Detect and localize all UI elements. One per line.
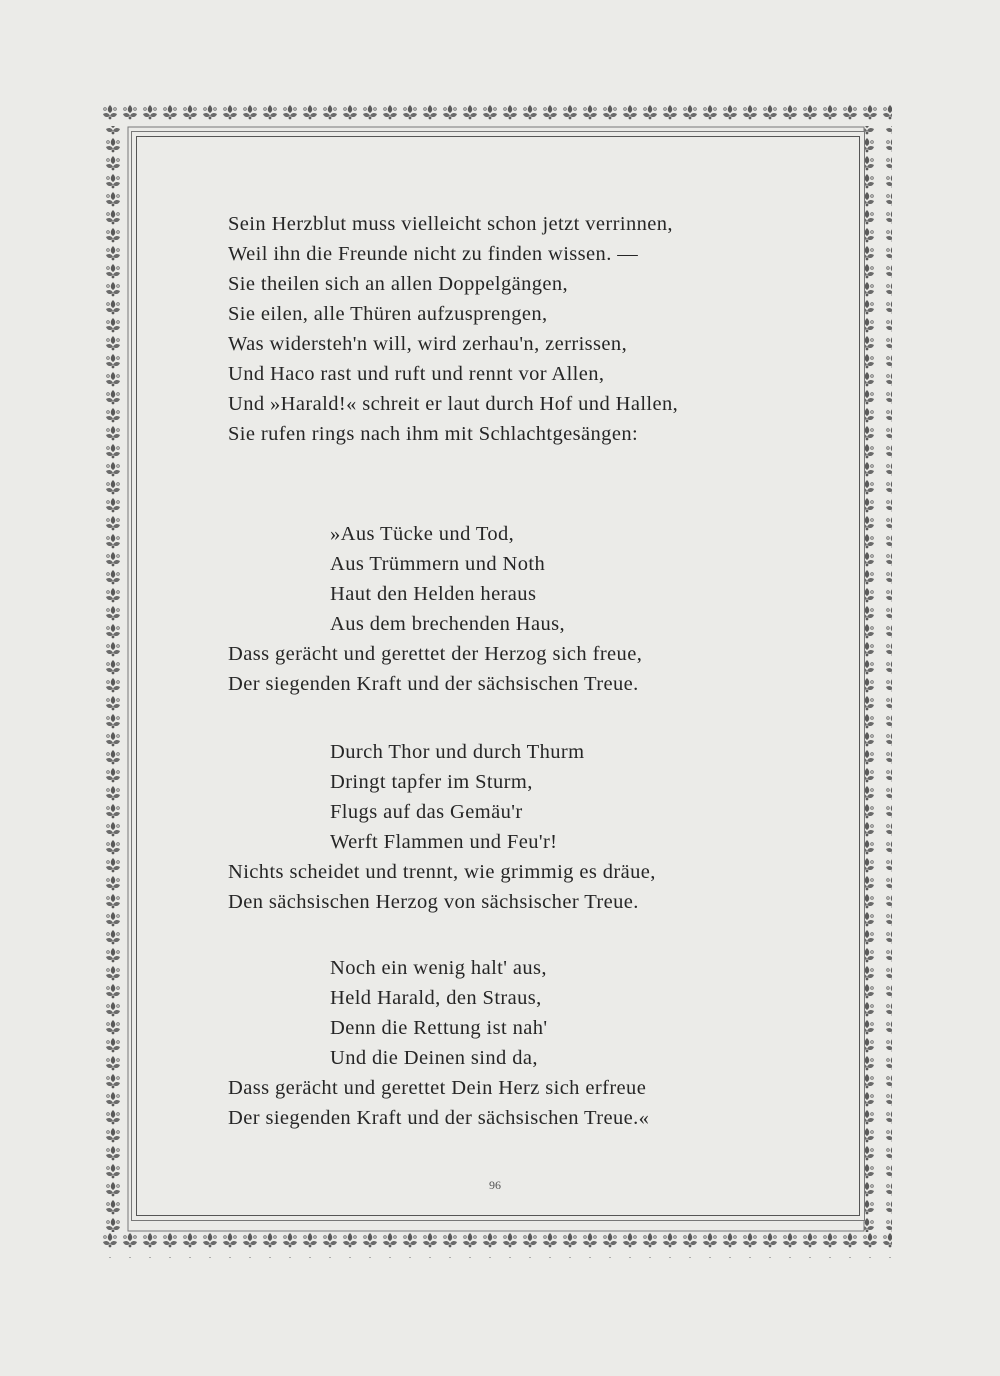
verse-line: Sein Herzblut muss vielleicht schon jetzt verrinnen, <box>228 213 673 235</box>
verse-line: Weil ihn die Freunde nicht zu finden wissen. — <box>228 243 639 265</box>
verse-line: Und Haco rast und ruft und rennt vor Allen, <box>228 363 605 385</box>
verse-line: Und die Deinen sind da, <box>330 1047 538 1069</box>
verse-line: Sie theilen sich an allen Doppelgängen, <box>228 273 569 295</box>
verse-line: Dringt tapfer im Sturm, <box>330 771 533 793</box>
verse-line: Durch Thor und durch Thurm <box>330 741 585 763</box>
verse-line: Aus Trümmern und Noth <box>330 553 546 575</box>
stanza-song-2 <box>228 737 656 917</box>
verse-line: Flugs auf das Gemäu'r <box>330 801 523 823</box>
verse-line: Dass gerächt und gerettet Dein Herz sich erfreue <box>228 1077 647 1099</box>
verse-line: Was widersteh'n will, wird zerhau'n, zerrissen, <box>228 333 628 355</box>
verse-line: Sie eilen, alle Thüren aufzusprengen, <box>228 303 548 325</box>
verse-line: Der siegenden Kraft und der sächsischen Treue.« <box>228 1107 650 1129</box>
verse-line: Den sächsischen Herzog von sächsischer Treue. <box>228 891 639 913</box>
verse-line: Dass gerächt und gerettet der Herzog sich freue, <box>228 643 643 665</box>
stanza-song-1 <box>228 519 642 699</box>
verse-line: Haut den Helden heraus <box>330 583 537 605</box>
verse-line: Denn die Rettung ist nah' <box>330 1017 548 1039</box>
verse-line: Und »Harald!« schreit er laut durch Hof und Hallen, <box>228 393 679 415</box>
verse-line: Werft Flammen und Feu'r! <box>330 831 558 853</box>
verse-line: Held Harald, den Straus, <box>330 987 542 1009</box>
verse-line: »Aus Tücke und Tod, <box>330 523 515 545</box>
verse-line: Der siegenden Kraft und der sächsischen Treue. <box>228 673 639 695</box>
verse-line: Sie rufen rings nach ihm mit Schlachtgesängen: <box>228 423 639 445</box>
stanza-song-3 <box>228 953 649 1133</box>
verse-line: Noch ein wenig halt' aus, <box>330 957 547 979</box>
stanza-narrative <box>228 209 678 449</box>
verse-line: Aus dem brechenden Haus, <box>330 613 566 635</box>
page-number: 96 <box>489 1178 501 1192</box>
verse-line: Nichts scheidet und trennt, wie grimmig es dräue, <box>228 861 656 883</box>
